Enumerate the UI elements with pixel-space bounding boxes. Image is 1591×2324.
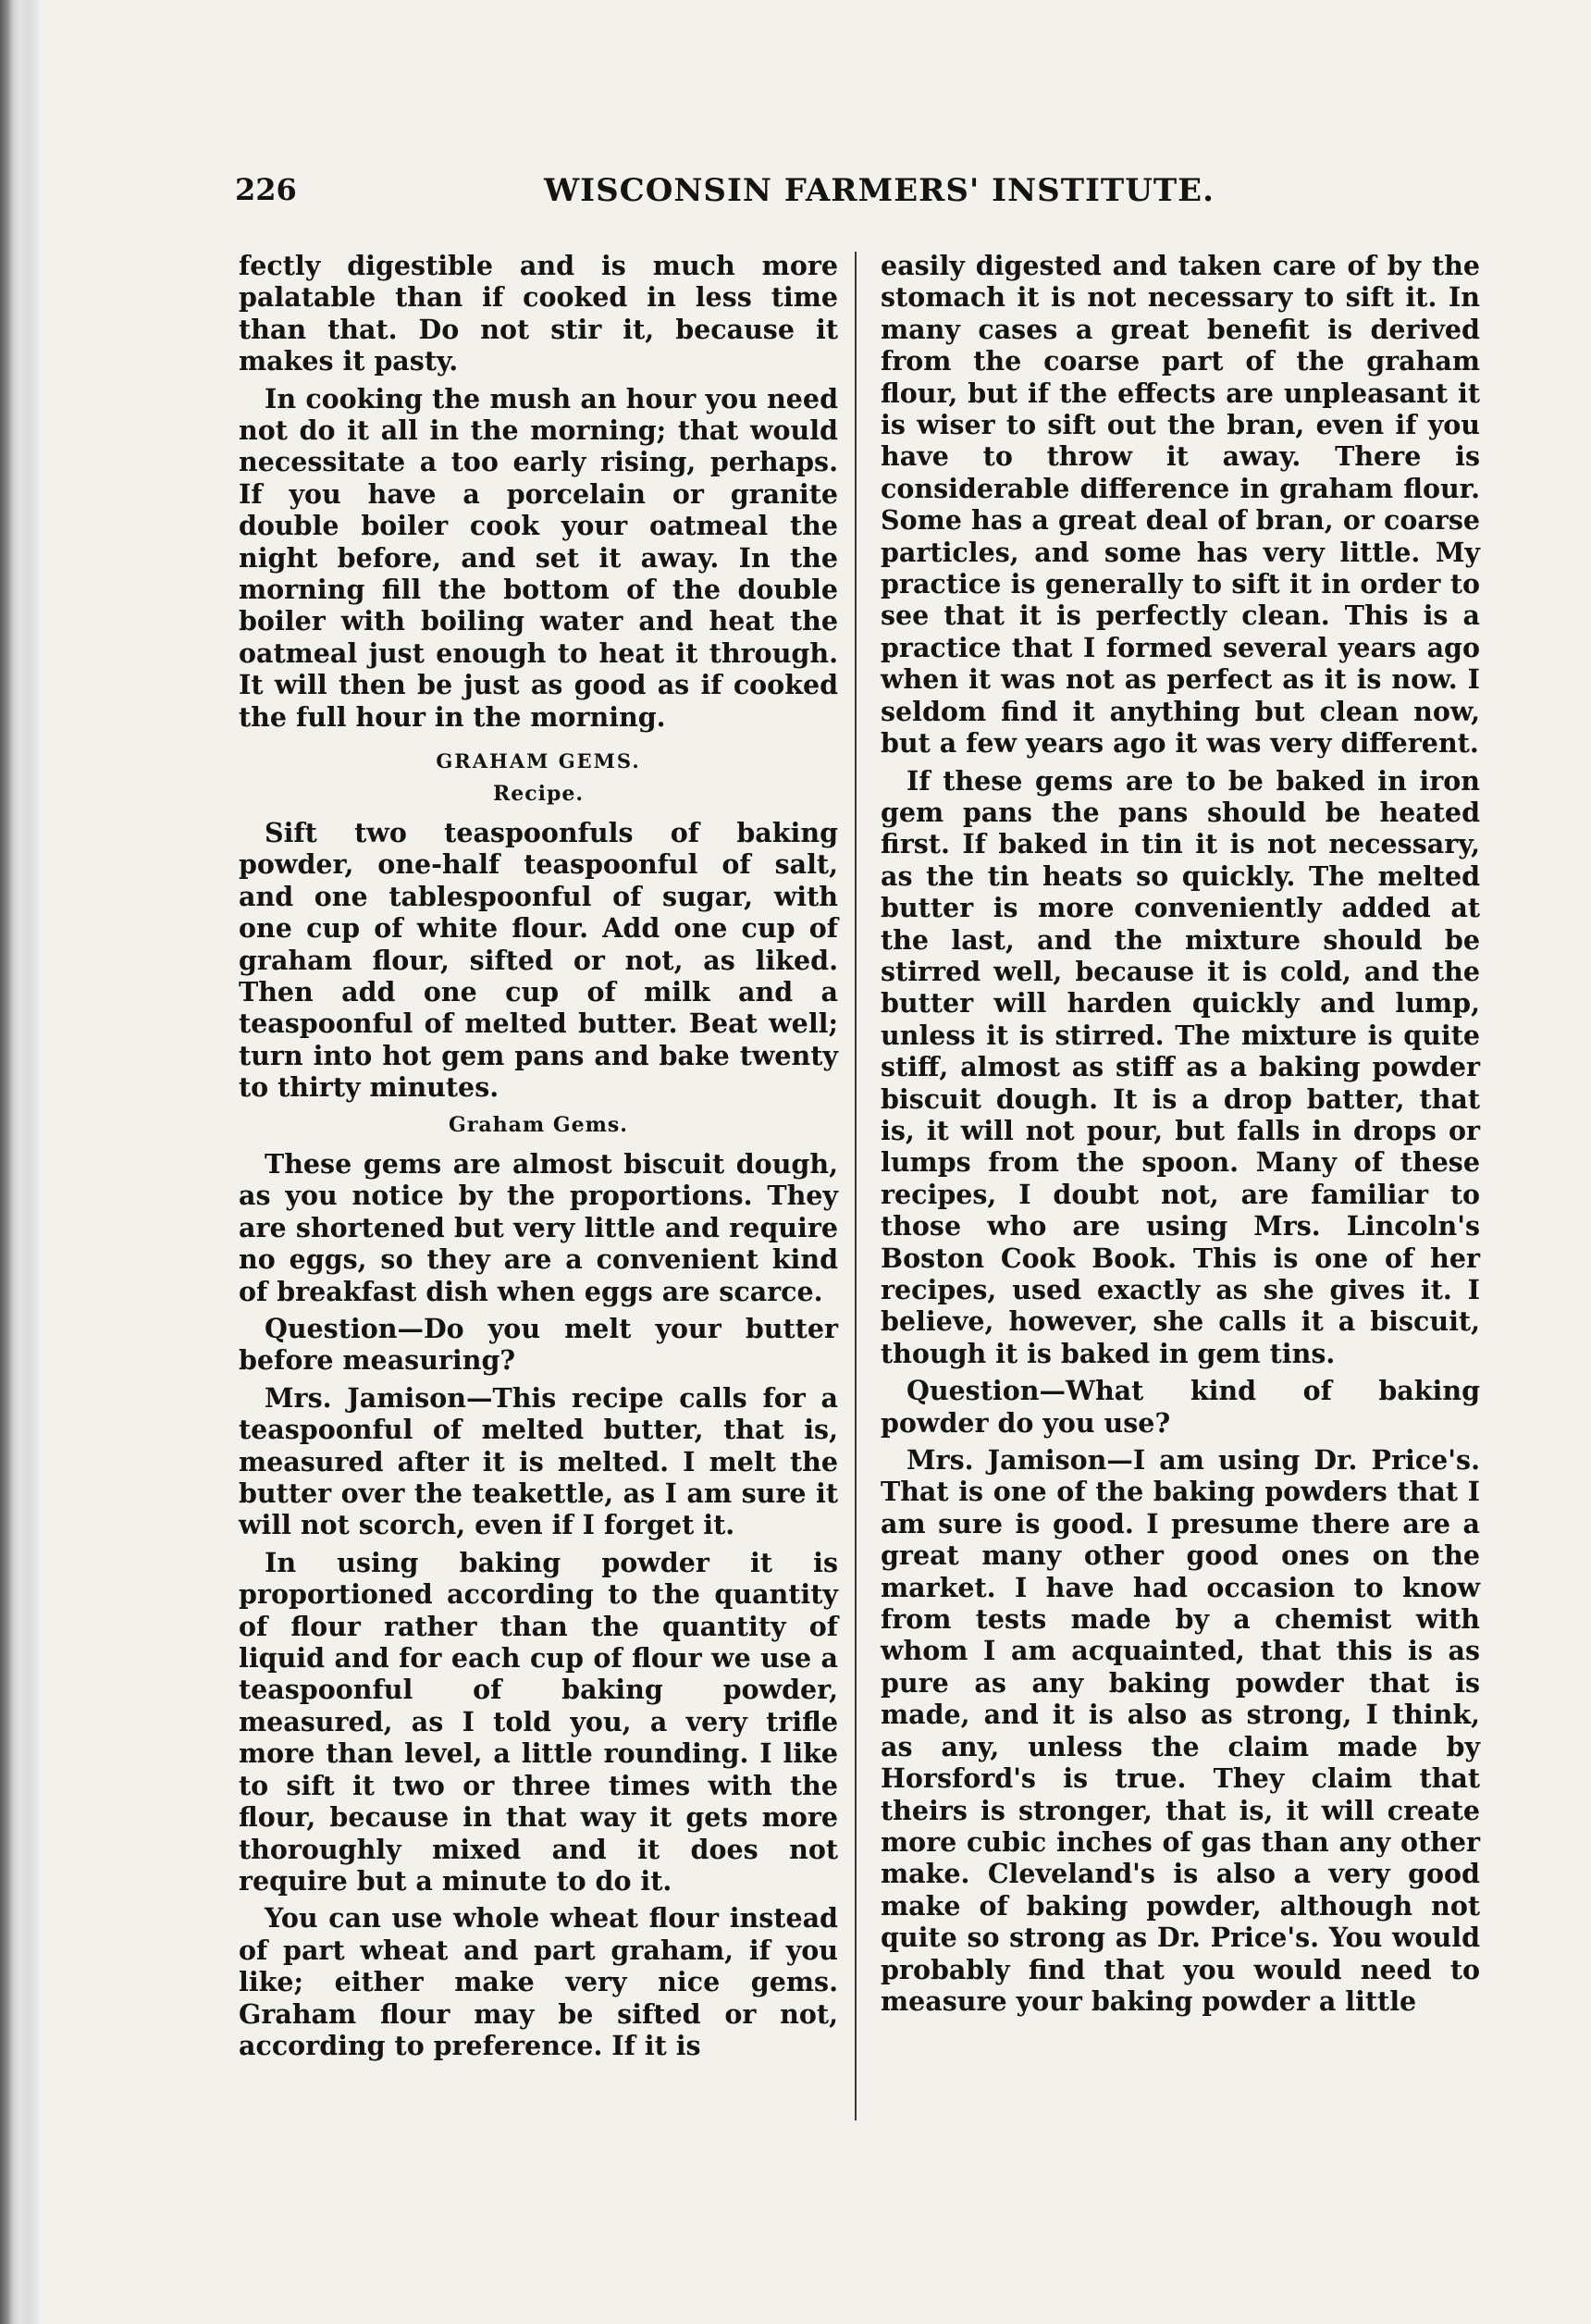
section-heading-graham-gems: GRAHAM GEMS. (436, 749, 641, 773)
right-paragraph-4: Mrs. Jamison—I am using Dr. Price's. That is one of the baking powders that I am sure is good. I presume there are a great many other good ones on the market. I have had occasion to know from tests made by a chemist with whom I am acquainted, that this is as pure as any baking powder that is made, and it is also as strong, I think, as any, unless the claim made by Horsford's is true. They claim that theirs is stronger, that is, it will create more cubic inches of gas than any other make. Cleveland's is also a very good make of baking powder, although not quite so strong as Dr. Price's. You would probably find that you would need to measure your baking powder a little (881, 1444, 1480, 2017)
page-number: 226 (235, 172, 297, 207)
book-spine-edge (0, 0, 41, 2324)
left-paragraph-4: These gems are almost biscuit dough, as you notice by the proportions. They are shortened but very little and require no eggs, so they are a convenient kind of breakfast dish when eggs are scarce. (239, 1147, 838, 1307)
left-paragraph-5: Question—Do you melt your butter before measuring? (239, 1313, 838, 1377)
recipe-paragraph: Sift two teaspoonfuls of baking powder, one-half teaspoonful of salt, and one tablespoonful of sugar, with one cup of white flour. Add one cup of graham flour, sifted or not, as liked. Then add one cup of milk and a teaspoonful of melted butter. Beat well; turn into hot gem pans and bake twenty to thirty minutes. (239, 816, 838, 1104)
left-paragraph-1: fectly digestible and is much more palatable than if cooked in less time than that. Do not stir it, because it makes it pasty. (239, 250, 838, 377)
left-paragraph-6: Mrs. Jamison—This recipe calls for a teaspoonful of melted butter, that is, measured after it is melted. I melt the butter over the teakettle, as I am sure it will not scorch, even if I forget it. (239, 1381, 838, 1541)
left-paragraph-7: In using baking powder it is proportioned according to the quantity of flour rather than the quantity of liquid and for each cup of flour we use a teaspoonful of baking powder, measured, as I told you, a very trifle more than level, a little rounding. I like to sift it two or three times with the flour, because in that way it gets more thoroughly mixed and it does not require but a minute to do it. (239, 1546, 838, 1897)
running-head: WISCONSIN FARMERS' INSTITUTE. (544, 172, 1215, 209)
right-paragraph-3: Question—What kind of baking powder do you use? (881, 1375, 1480, 1439)
left-paragraph-8: You can use whole wheat flour instead of part wheat and part graham, if you like; either make very nice gems. Graham flour may be sifted or not, according to preference. If it is (239, 1902, 838, 2061)
right-paragraph-1: easily digested and taken care of by the stomach it is not necessary to sift it. In many cases a great benefit is derived from the coarse part of the graham flour, but if the effects are unpleasant it is wiser to sift out the bran, even if you have to throw it away. There is considerable difference in graham flour. Some has a great deal of bran, or coarse particles, and some has very little. My practice is generally to sift it in order to see that it is perfectly clean. This is a practice that I formed several years ago when it was not as perfect as it is now. I seldom find it anything but clean now, but a few years ago it was very different. (881, 250, 1480, 760)
right-paragraph-2: If these gems are to be baked in iron gem pans the pans should be heated first. If baked in tin it is not necessary, as the tin heats so quickly. The melted butter is more conveniently added at the last, and the mixture should be stirred well, because it is cold, and the butter will harden quickly and lump, unless it is stirred. The mixture is quite stiff, almost as stiff as a baking powder biscuit dough. It is a drop batter, that is, it will not pour, but falls in drops or lumps from the spoon. Many of these recipes, I doubt not, are familiar to those who are using Mrs. Lincoln's Boston Cook Book. This is one of her recipes, used exactly as she gives it. I believe, however, she calls it a biscuit, though it is baked in gem tins. (881, 764, 1480, 1369)
left-paragraph-2: In cooking the mush an hour you need not do it all in the morning; that would necessitate a too early rising, perhaps. If you have a porcelain or granite double boiler cook your oatmeal the night before, and set it away. In the morning fill the bottom of the double boiler with boiling water and heat the oatmeal just enough to heat it through. It will then be just as good as if cooked the full hour in the morning. (239, 382, 838, 733)
column-divider (855, 252, 857, 2120)
subheading-graham-gems: Graham Gems. (449, 1112, 628, 1137)
subheading-recipe: Recipe. (492, 781, 585, 806)
left-column (239, 250, 838, 2067)
right-column (881, 250, 1480, 2022)
